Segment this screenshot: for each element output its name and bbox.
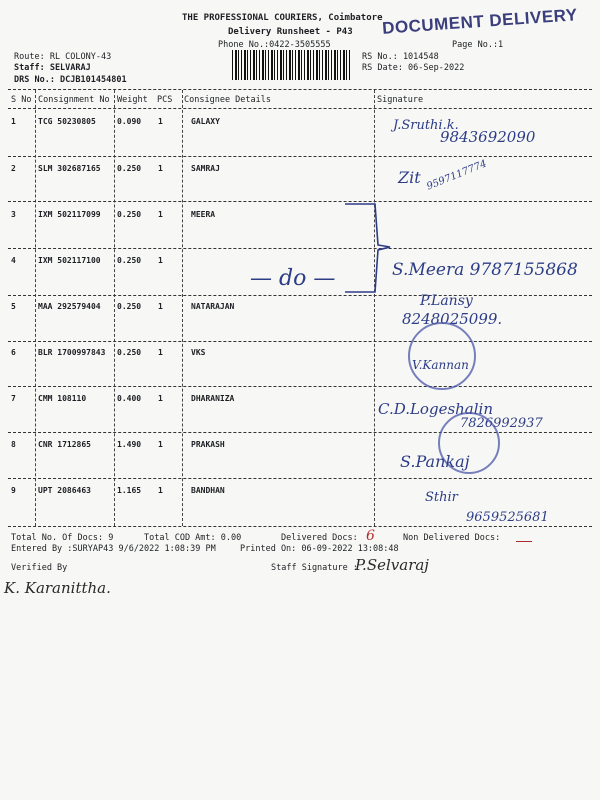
staff-signature-label: Staff Signature : <box>271 563 358 573</box>
signature-2-name: Zit <box>398 168 421 187</box>
printed-on: Printed On: 06-09-2022 13:08:48 <box>240 544 399 554</box>
entered-by: Entered By :SURYAP43 9/6/2022 1:08:39 PM <box>11 544 216 554</box>
document-delivery-stamp: DOCUMENT DELIVERY <box>381 5 579 38</box>
signature-1-phone: 9843692090 <box>440 128 536 146</box>
col-header-weight: Weight <box>117 95 148 105</box>
signature-6: V.Kannan <box>412 358 469 372</box>
col-header-signature: Signature <box>377 95 424 105</box>
rs-number: RS No.: 1014548 <box>362 52 439 62</box>
non-delivered-docs-label: Non Delivered Docs: <box>403 533 501 543</box>
ditto-mark: — do — <box>250 266 336 291</box>
delivered-docs-label: Delivered Docs: <box>281 533 358 543</box>
delivered-count: 6 <box>366 528 375 544</box>
total-cod: Total COD Amt: 0.00 <box>144 533 242 543</box>
signature-5-name: P.Lansy <box>420 293 473 309</box>
signature-9-name: Sthir <box>425 490 458 505</box>
signature-5-phone: 8248025099. <box>402 310 503 328</box>
table-top-border <box>8 89 592 90</box>
staff-name: Staff: SELVARAJ <box>14 63 91 73</box>
bracket-mark <box>340 200 400 300</box>
company-seal <box>408 322 476 390</box>
page-title: Delivery Runsheet - P43 <box>228 27 353 37</box>
signature-1-name: J.Sruthi.k. <box>393 118 459 133</box>
col-header-consignment: Consignment No <box>38 95 110 105</box>
route: Route: RL COLONY-43 <box>14 52 112 62</box>
verifier-signature: K. Karanittha. <box>4 579 111 597</box>
col-header-pcs: PCS <box>157 95 173 105</box>
signature-9-phone: 9659525681 <box>466 510 549 525</box>
company-name: THE PROFESSIONAL COURIERS, Coimbatore <box>182 13 383 23</box>
signature-3: S.Meera 9787155868 <box>392 260 578 280</box>
table-bottom-border <box>8 526 592 527</box>
drs-number: DRS No.: DCJB101454801 <box>14 75 127 85</box>
phone-number: Phone No.:0422-3505555 <box>218 40 331 50</box>
barcode <box>232 50 350 80</box>
total-docs: Total No. Of Docs: 9 <box>11 533 114 543</box>
rs-date: RS Date: 06-Sep-2022 <box>362 63 465 73</box>
signature-8: S.Pankaj <box>400 452 470 471</box>
col-header-consignee: Consignee Details <box>184 95 271 105</box>
page-number: Page No.:1 <box>452 40 504 50</box>
staff-signature: P.Selvaraj <box>355 556 429 574</box>
non-delivered-mark <box>516 541 532 542</box>
verified-by-label: Verified By <box>11 563 68 573</box>
signature-7-phone: 7826992937 <box>460 416 543 431</box>
signature-7-name: C.D.Logeshalin <box>378 400 493 418</box>
header-divider <box>8 108 592 109</box>
col-header-sno: S No <box>11 95 32 105</box>
signature-2-phone: 9597117774 <box>425 158 489 193</box>
